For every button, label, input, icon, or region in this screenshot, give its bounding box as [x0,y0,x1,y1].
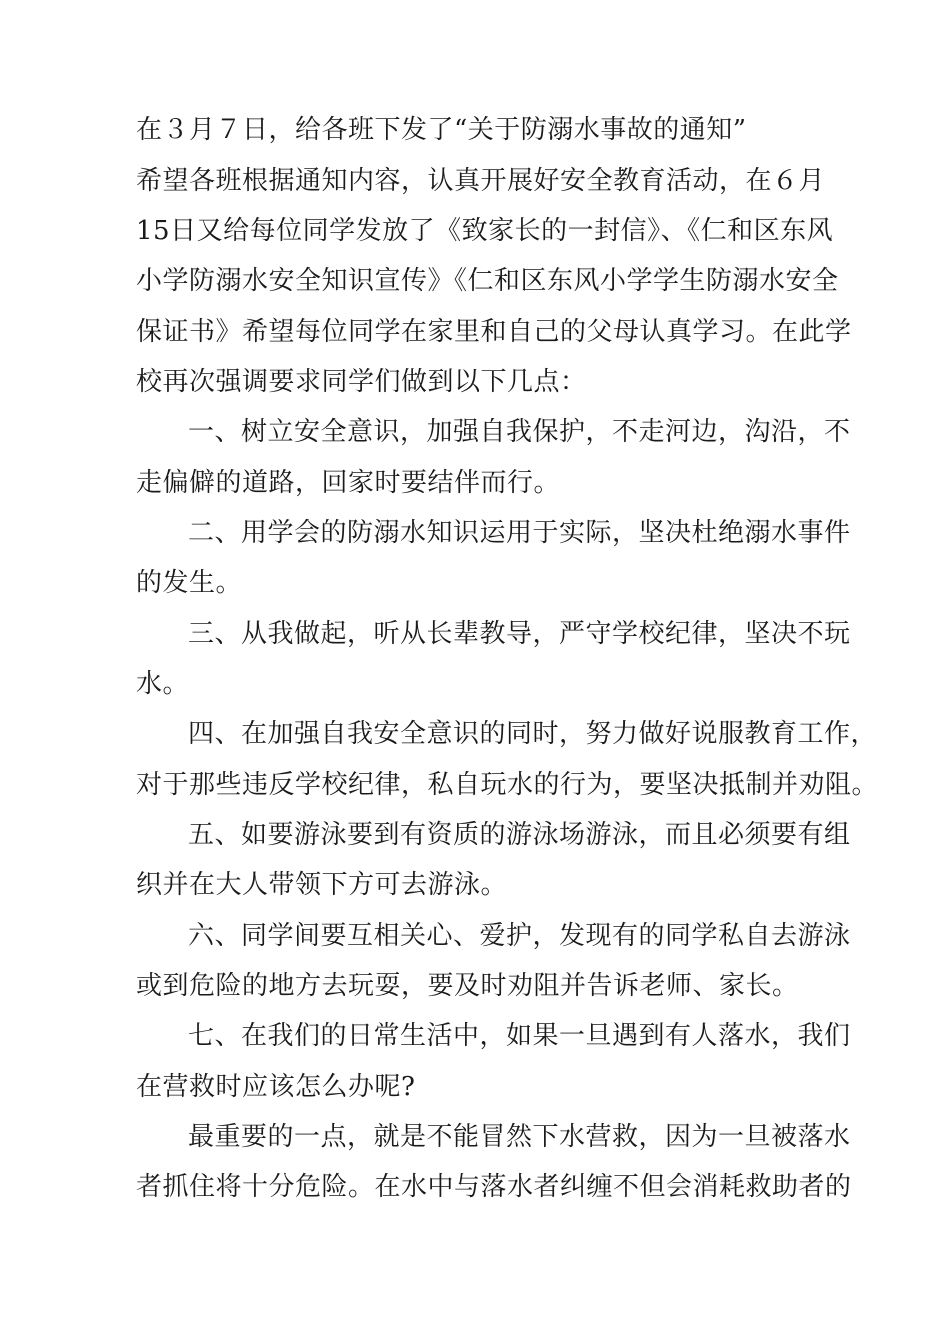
text-line-10: 的发生。 [136,568,243,598]
text-line-22: 者抓住将十分危险。在水中与落水者纠缠不但会消耗救助者的 [136,1172,852,1202]
text-line-3: 15日又给每位同学发放了《致家长的一封信》、《仁和区东风 [136,216,834,246]
text-line-17: 六、同学间要互相关心、爱护，发现有的同学私自去游泳 [188,921,851,951]
text-line-18: 或到危险的地方去玩耍，要及时劝阻并告诉老师、家长。 [136,971,799,1001]
text-line-13: 四、在加强自我安全意识的同时，努力做好说服教育工作， [188,719,878,749]
text-line-8: 走偏僻的道路，回家时要结伴而行。 [136,468,561,498]
text-line-16: 织并在大人带领下方可去游泳。 [136,870,508,900]
text-line-5: 保证书》希望每位同学在家里和自己的父母认真学习。在此学 [136,317,852,347]
text-line-2: 希望各班根据通知内容，认真开展好安全教育活动，在６月 [136,166,826,196]
text-line-6: 校再次强调要求同学们做到以下几点： [136,367,587,397]
text-line-4: 小学防溺水安全知识宣传》《仁和区东风小学学生防溺水安全 [136,266,839,296]
text-line-21: 最重要的一点，就是不能冒然下水营救，因为一旦被落水 [188,1122,851,1152]
text-line-1: 在３月７日，给各班下发了“关于防溺水事故的通知” [136,115,747,145]
text-line-9: 二、用学会的防溺水知识运用于实际，坚决杜绝溺水事件 [188,518,851,548]
text-line-20: 在营救时应该怎么办呢? [136,1072,416,1102]
text-line-7: 一、树立安全意识，加强自我保护，不走河边，沟沿，不 [188,417,851,447]
text-line-19: 七、在我们的日常生活中，如果一旦遇到有人落水，我们 [188,1021,851,1051]
text-line-14: 对于那些违反学校纪律，私自玩水的行为，要坚决抵制并劝阻。 [136,770,879,800]
text-line-11: 三、从我做起，听从长辈教导，严守学校纪律，坚决不玩 [188,619,851,649]
text-line-12: 水。 [136,669,190,699]
text-line-15: 五、如要游泳要到有资质的游泳场游泳，而且必须要有组 [188,820,851,850]
